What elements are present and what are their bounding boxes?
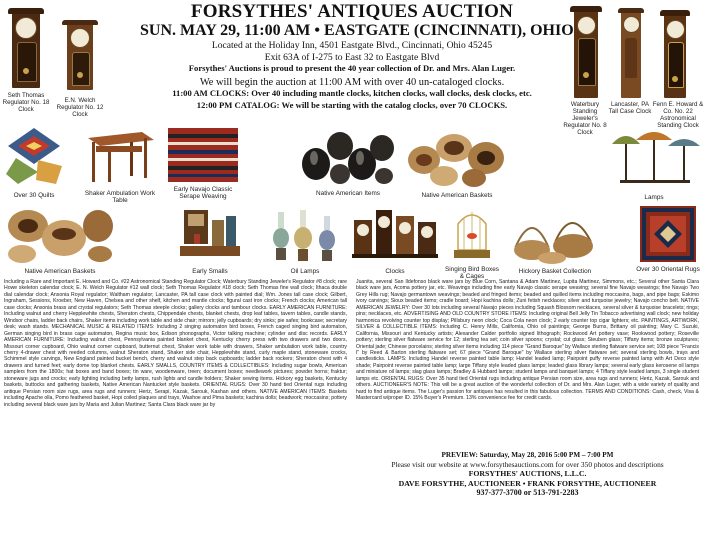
venue-address: Located at the Holiday Inn, 4501 Eastgate Blvd., Cincinnati, Ohio 45245 <box>211 40 493 51</box>
waterbury-standing-regulator-image <box>570 6 602 98</box>
phone-numbers: 937-377-3700 or 513-791-2283 <box>476 488 579 497</box>
clock-caption: Waterbury Standing Jeweler's Regulator No. 8 Clock <box>563 101 607 136</box>
auction-date-location: SUN. MAY 29, 11:00 AM • EASTGATE (CINCINNATI), OHIO <box>140 22 574 39</box>
company-name: FORSYTHES' AUCTIONS, L.L.C. <box>468 469 587 478</box>
photo-caption: Over 30 Quilts <box>13 192 55 199</box>
collection-note: Forsythes' Auctions is proud to present the 40 year collection of Dr. and Mrs. Alan Luger. <box>188 63 516 73</box>
catalog-description-right: Juanita, several San Ildefonso black ware jars by Blue Corn, Santana & Adam Martinez, Lupita Martinez, Simmons, etc.; Several other Santa Clara black ware jars, Acoma pottery jar, etc. Weavings including fine early Navajo classic serape weaving; several fine Navajo weavings; fine Navajo Two Grey Hills rug; Navajo germantown weavings; beaded and fringed items; beaded and quilled items including moccasins, bags, and pipe bags; Eskimo ivory carvings; Sioux beaded items; cradle board; Hopi kachina dolls; Zuni fetish necklaces; silver and turquoise jewelry; Navajo concho belt. NATIVE AMERICAN JEWELRY: Over 30 lots including several Navajo pieces including Squash Blossom necklaces, several silver & turquoise bracelets; rings; pins; necklaces, etc. ADVERTISING AND OLD COUNTRY STORE ITEMS: Including original Bell Jelly Tin Tobacco advertising wall clock; new holiday harmonica revolving counter top display; Pillsbury neon clock; Coca Cola neon clock; 2 early counter top cigar lighters; etc. PAINTINGS, ARTWORK, SILVER & COLLECTIBLE ITEMS: Including C. Henry Mills, California, Ohio oil paintings; George Burns, Brittany oil painting; Mary C. Suzuki, California, Missouri and Kentucky artists; Alexander Calder portfolio signed lithograph; Rockwood Art pottery vase; Rookwood pottery; Roseville pottery; sterling silver flatware service for 12; sterling tea set; coin silver spoons; crystal; cut glass; Steuben glass; Tiffany items; bronze sculptures; Oriental jade; Chinese porcelains; sterling silver items including 114 piece "Grand Baroque" by Wallace sterling flatware service set; 108 piece "Francis I" by Reed & Barton sterling flatware set; 67 piece "Grand Baroque" by Wallace sterling silver flatware set; several sterling bowls, trays and candlesticks. LAMPS: Including Handel reverse painted table lamp; Handel leaded lamp; Pairpoint puffy reverse painted lamp with Art Deco style shade; Pairpoint reverse painted table lamp; large Tiffany style leaded glass lamps; leaded glass library lamps; several early glass kerosene oil lamps and miniature oil lamps; slag glass lamps; Bradley & Hubbard lamps; student lamps and banquet lamps; 4 Tiffany style leaded lamps, 3 single student lamps etc. ORIENTAL RUGS: Over 35 hand tied Oriental rugs including antique Persian room size, area rugs and runners; Heriz, Kazak, Sarouk and others. AUCTIONEER'S NOTE: This will be a great auction of the wonderful collection of Dr. and Mrs. Alan Luger, with a wide variety of quality and hard to find antique items. The Luger's passion for antiques has resulted in this fabulous collection. TERMS AND CONDITIONS: Cash, check, Visa & Mastercard w/proper ID. 15% Buyer's Premium. 13% convenience fee for credit cards. <box>356 279 699 402</box>
intro-line: We will begin the auction at 11:00 AM with over 40 un-cataloged clocks. <box>199 76 505 88</box>
clock-caption: Fenn E. Howard & Co. No. 22 Astronomical Standing Clock <box>652 101 704 129</box>
clocks-group-image <box>352 206 438 264</box>
photo-caption: Lamps <box>644 194 664 201</box>
website-link[interactable]: Please visit our website at www.forsythesauctions.com for over 350 photos and descriptions <box>391 460 664 469</box>
photo-caption: Native American Baskets <box>24 268 96 275</box>
early-smalls-image <box>180 206 240 264</box>
photo-caption: Oil Lamps <box>290 268 320 275</box>
photo-caption: Early Smalls <box>192 268 228 275</box>
photo-caption: Singing Bird Boxes & Cages <box>445 266 499 280</box>
catalog-schedule: 12:00 PM CATALOG: We will be starting with the catalog clocks, over 70 CLOCKS. <box>196 99 508 110</box>
header <box>140 1 574 111</box>
lancaster-tall-case-clock-image <box>618 8 644 98</box>
native-american-baskets-image-2 <box>6 204 114 264</box>
welch-regulator-clock-image <box>62 20 98 90</box>
navajo-weaving-image <box>168 128 238 182</box>
lamps-image <box>606 124 702 188</box>
clock-caption: E.N. Welch Regulator No. 12 Clock <box>56 97 104 118</box>
photo-caption: Native American Baskets <box>421 192 493 199</box>
catalog-description-left: Including a Rare and Important E. Howard and Co. #22 Astronomical Standing Regulator Clock; Waterbury Standing Jeweler's Regulator #8 clock; rare Howe skeleton calendar clock; E. N. Welch Regulator #12 wall clock; Seth Thomas Regulator #18 clock; Seth Thomas fine wall clock; Ithaca double dial calendar clock; Ansonia Royal regulator; Waltham regulator; Lancaster, PA tall case clock with painted dial; Wm. Jones tall case clock; Gilbert, Ingraham, Sessions, Kroeber, New Haven, Chelsea and other shelf, kitchen and mantle clocks; figural cast iron clocks; French clocks; American tall case clocks; Ansonia brass and crystal regulators; Seth Thomas steeple clocks; gallery clocks and tambour clocks. EARLY AMERICAN FURNITURE: Including walnut and cherry Hepplewhite chests, Sheraton chests, Chippendale chests, blanket chests, drop leaf tables, tavern tables, candle stands, Windsor chairs, ladder back chairs, Shaker items including work table and side chair; mirrors; jelly cupboards; dry sinks; pie safes; bookcase; secretary desk; wash stands. MECHANICAL MUSIC & RELATED ITEMS: Including 2 singing automaton bird boxes, French caged singing bird automaton, German singing bird in brass cage automaton, Regina music box, Edison phonographs, Victor talking machine; cylinder and disc records. EARLY AMERICAN FURNITURE: Including walnut chest, Pennsylvania painted blanket chest, Kentucky cherry press with two drawers and two doors, Missouri corner cupboard, Ohio walnut corner cupboard, butternut chest, Shaker work table with drawers, Shaker ambulation work table, country cherry 4-drawer chest with reeded columns, walnut Sheraton stand, Shaker side chair, Hepplewhite stand, curly maple stand, stoneware crocks, Schimmel style carvings, New England painted bucket bench, cherry and walnut step back cupboards; ladder back rockers; Sheraton chest with 4 drawers and turned feet; early dome top blanket chests. EARLY SMALLS, COUNTRY ITEMS & COLLECTIBLES: Including sugar bowls, American samplers from the 1800s; hat boxes and band boxes; tin ware, woodenware, treen; document boxes; needlework pictures; powder horns; fraktur; stoneware jugs and crocks; early lighting including betty lamps, rush lights and candle holders; Shaker sewing items. Hickory egg baskets, Kentucky baskets, buttocks and gathering baskets, Native American Nantucket style baskets. ORIENTAL RUGS: Over 30 hand tied Oriental rugs including antique Persian room size rugs, area rugs and runners; Heriz, Serapi, Kazak, Sarouk, Kashan and others. NATIVE AMERICAN ITEMS: Baskets including Apache olla, Pomo feathered basket, Hopi coiled plaques and trays, Washoe and Pima baskets; kachina dolls; beadwork; moccasins; pottery including several black ware jars by Maria and Julian Martinez; Santa Clara black ware jar by <box>4 279 347 408</box>
clock-caption: Seth Thomas Regulator No. 18 Clock <box>2 92 50 113</box>
oil-lamps-image <box>270 208 340 264</box>
seth-thomas-clock-image <box>6 8 46 88</box>
page-title: FORSYTHES' ANTIQUES AUCTION <box>190 1 514 22</box>
oriental-rugs-image <box>640 206 696 262</box>
native-american-pottery-image <box>300 124 396 186</box>
preview-info: PREVIEW: Saturday, May 28, 2016 5:00 PM – 7:00 PM <box>441 451 614 459</box>
howard-astronomical-clock-image <box>660 10 690 98</box>
photo-caption: Early Navajo Classic Serape Weaving <box>173 186 233 200</box>
quilts-image <box>6 126 62 186</box>
photo-caption: Clocks <box>385 268 405 275</box>
singing-bird-cage-image <box>452 206 492 264</box>
auctioneers: DAVE FORSYTHE, AUCTIONEER • FRANK FORSYTHE, AUCTIONEER <box>398 478 657 488</box>
native-american-baskets-image <box>406 124 508 188</box>
photo-caption: Native American Items <box>316 190 380 197</box>
clocks-schedule: 11:00 AM CLOCKS: Over 40 including mantle clocks, kitchen clocks, wall clocks, desk clocks, etc. <box>172 88 532 98</box>
clock-caption: Lancaster, PA Tall Case Clock <box>608 101 652 115</box>
shaker-table-image <box>84 128 156 184</box>
footer <box>356 451 699 498</box>
hickory-baskets-image <box>512 206 598 264</box>
photo-caption: Hickory Basket Collection <box>518 268 592 275</box>
directions: Exit 63A of I-275 to East 32 to Eastgate Blvd <box>264 51 440 63</box>
photo-caption: Shaker Ambulation Work Table <box>84 190 156 204</box>
photo-caption: Over 30 Oriental Rugs <box>636 266 700 273</box>
